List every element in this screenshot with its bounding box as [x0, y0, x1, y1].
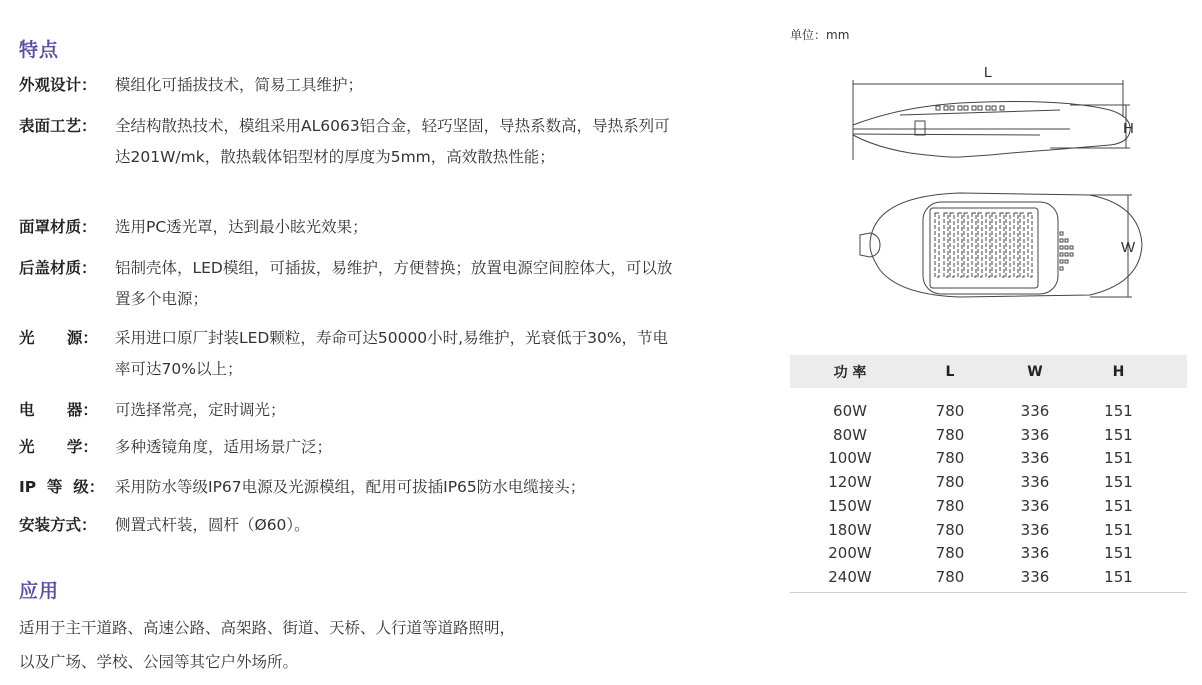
spec-row-optics — [19, 432, 685, 462]
application-line-1: 适用于主干道路、高速公路、高架路、街道、天桥、人行道等道路照明， — [19, 619, 516, 637]
spec-value: 可选择常亮，定时调光； — [115, 401, 286, 419]
spec-value: 侧置式杆装，圆杆（Ø60）。 — [115, 516, 310, 534]
spec-label: IP 等 级： — [19, 478, 105, 496]
dimension-label-H: H — [1123, 120, 1134, 137]
header-H: H — [1112, 363, 1125, 380]
header-L: L — [945, 363, 955, 380]
header-power: 功 率 — [833, 364, 867, 381]
spec-label: 光 学： — [19, 438, 98, 456]
spec-row-back-cover — [19, 253, 675, 315]
dimensions-column — [790, 0, 1190, 685]
dimension-label-W: W — [1121, 239, 1136, 256]
spec-row-installation — [19, 510, 685, 540]
table-row: 120W 780 336 151 — [828, 473, 1133, 492]
spec-row-ip-rating — [19, 472, 715, 502]
header-W: W — [1027, 363, 1043, 380]
spec-value: 采用防水等级IP67电源及光源模组，配用可拔插IP65防水电缆接头； — [115, 478, 586, 496]
application-line-2: 以及广场、学校、公园等其它户外场所。 — [19, 653, 299, 671]
spec-label: 安装方式： — [19, 516, 97, 534]
table-row: 180W 780 336 151 — [828, 520, 1133, 539]
spec-label: 外观设计： — [19, 76, 97, 94]
spec-value: 铝制壳体，LED模组，可插拔，易维护，方便替换；放置电源空间腔体大，可以放置多个电源； — [115, 259, 673, 308]
table-row: 100W 780 336 151 — [828, 449, 1133, 468]
power-dimension-table — [790, 355, 1187, 590]
spec-row-appearance — [19, 70, 685, 100]
spec-label: 表面工艺： — [19, 117, 97, 135]
table-row: 200W 780 336 151 — [828, 544, 1133, 563]
spec-row-cover — [19, 212, 685, 242]
spec-value: 多种透镜角度，适用场景广泛； — [115, 438, 333, 456]
unit-label: 单位：mm — [790, 28, 850, 42]
table-row: 60W 780 336 151 — [833, 402, 1133, 420]
spec-row-electrical — [19, 395, 685, 425]
table-row: 240W 780 336 151 — [828, 567, 1133, 586]
lamp-dimension-drawing — [840, 55, 1190, 315]
spec-label: 后盖材质： — [19, 259, 97, 277]
application-heading: 应用 — [19, 580, 60, 602]
spec-label: 光 源： — [19, 329, 98, 347]
spec-row-surface — [19, 111, 670, 173]
spec-row-light-source — [19, 323, 680, 385]
spec-value: 采用进口原厂封装LED颗粒，寿命可达50000小时,易维护，光衰低于30%，节电率可达70%以上； — [115, 329, 669, 378]
table-divider — [790, 592, 1187, 593]
dimension-label-L: L — [983, 64, 993, 81]
spec-label: 面罩材质： — [19, 218, 97, 236]
spec-label: 电 器： — [19, 401, 98, 419]
table-header-row — [790, 355, 1187, 388]
spec-value: 模组化可插拔技术，简易工具维护； — [115, 76, 364, 94]
spec-value: 全结构散热技术，模组采用AL6063铝合金，轻巧坚固，导热系数高，导热系列可达201W/mk，散热载体铝型材的厚度为5mm，高效散热性能； — [115, 117, 670, 166]
table-row: 80W 780 336 151 — [833, 425, 1133, 444]
table-row: 150W 780 336 151 — [828, 496, 1133, 515]
spec-value: 选用PC透光罩，达到最小眩光效果； — [115, 218, 368, 236]
features-heading: 特点 — [19, 39, 60, 61]
